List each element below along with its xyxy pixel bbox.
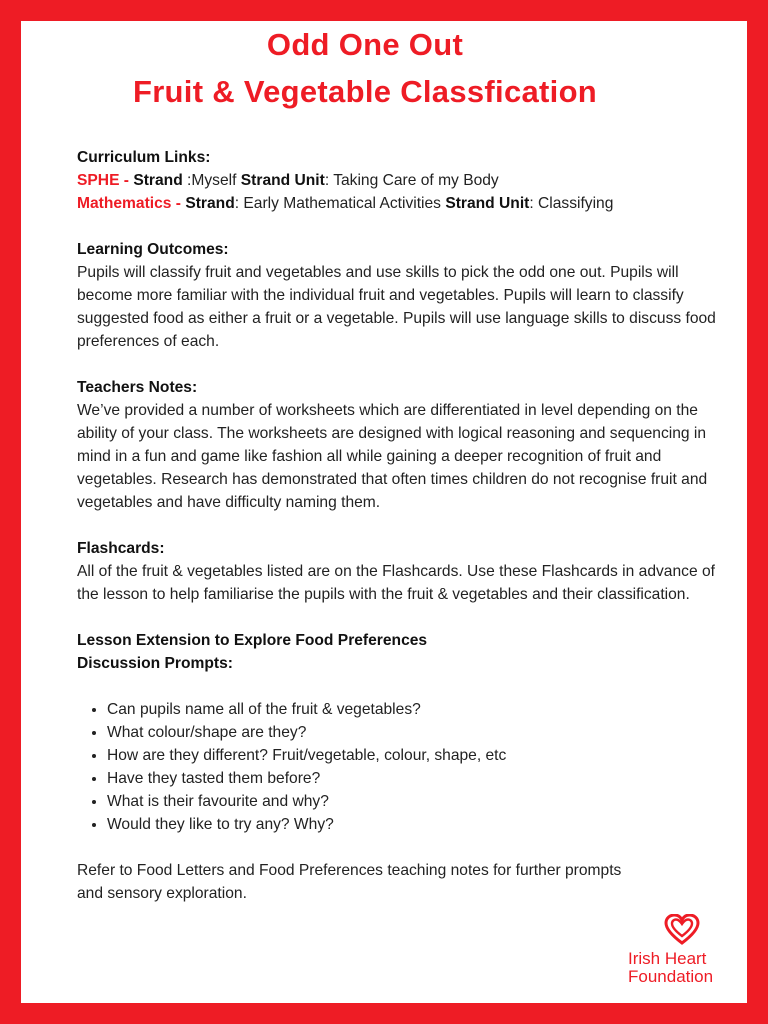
irish-heart-logo: [628, 914, 738, 986]
main-content: [77, 146, 717, 905]
list-item: • What is their favourite and why?: [107, 790, 717, 813]
learning-heading: Learning Outcomes:: [77, 241, 229, 258]
list-item: • Can pupils name all of the fruit & vegetables?: [107, 698, 717, 721]
flashcards-heading: Flashcards:: [77, 540, 165, 557]
extension-heading: Lesson Extension to Explore Food Preferences: [77, 632, 428, 649]
prompt-list: [77, 698, 717, 836]
sphe-unit-label: Strand Unit: [240, 172, 325, 189]
list-item: • What colour/shape are they?: [107, 721, 717, 744]
curriculum-sphe-line: [77, 169, 717, 192]
sphe-strand-value: :Myself: [182, 172, 241, 189]
page-subtitle: Fruit & Vegetable Classfication: [132, 74, 598, 109]
sphe-subject: SPHE -: [77, 172, 134, 189]
teachers-body: We’ve provided a number of worksheets which are differentiated in level depending on the ability of your class. The worksheets are designed with logical reasoning and sequencing in mind in a fun and game like fashion all while gaining a deeper recognition of fruit and vegetables. Research has demonstrated that often times children do not recognise fruit and vegetables and have difficulty naming them.: [77, 402, 708, 511]
flashcards-body: All of the fruit & vegetables listed are on the Flashcards. Use these Flashcards in advance of the lesson to help familiarise the pupils with the fruit & vegetables and their classification.: [77, 563, 715, 603]
logo-line1: Irish Heart: [628, 949, 707, 968]
math-strand-value: : Early Mathematical Activities: [234, 195, 446, 212]
math-subject: Mathematics -: [77, 195, 186, 212]
curriculum-math-line: [77, 192, 717, 215]
sphe-unit-value: : Taking Care of my Body: [324, 172, 499, 189]
logo-line2: Foundation: [628, 967, 714, 986]
sphe-strand-label: Strand: [133, 172, 183, 189]
heart-icon: [664, 914, 700, 946]
curriculum-heading: Curriculum Links:: [77, 149, 211, 166]
list-item: • Have they tasted them before?: [107, 767, 717, 790]
learning-body: Pupils will classify fruit and vegetables and use skills to pick the odd one out. Pupils will become more familiar with the individual fruit and vegetables. Pupils will learn to classify suggested food as either a fruit or a vegetable. Pupils will use language skills to discuss food preferences of each.: [77, 264, 716, 350]
discussion-heading: Discussion Prompts:: [77, 655, 233, 672]
footer-note: Refer to Food Letters and Food Preferences teaching notes for further prompts and sensory exploration.: [77, 862, 622, 902]
math-unit-value: : Classifying: [529, 195, 614, 212]
list-item: • Would they like to try any? Why?: [107, 813, 717, 836]
math-unit-label: Strand Unit: [445, 195, 530, 212]
math-strand-label: Strand: [185, 195, 235, 212]
list-item: • How are they different? Fruit/vegetable, colour, shape, etc: [107, 744, 717, 767]
teachers-heading: Teachers Notes:: [77, 379, 198, 396]
page-title: Odd One Out: [266, 27, 464, 62]
